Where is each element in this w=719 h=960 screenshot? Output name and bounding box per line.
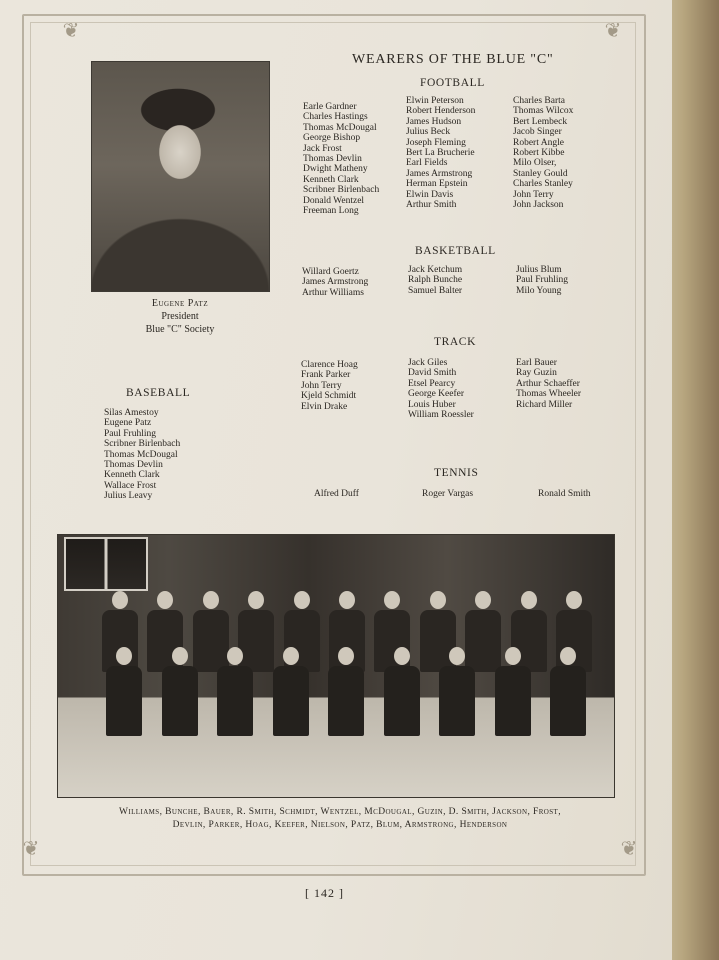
track-heading: TRACK [434, 336, 476, 348]
player-name: Silas Amestoy [104, 408, 159, 418]
player-name: Robert Henderson [406, 106, 476, 117]
player-name: Kenneth Clark [303, 174, 359, 185]
player-name: George Keefer [408, 389, 464, 400]
player-name: Earl Bauer [516, 358, 557, 368]
player-name: Scribner Birlenbach [303, 185, 380, 196]
player-name: John Terry [513, 189, 554, 200]
player-name: Charles Hastings [303, 112, 368, 123]
player-name: Jack Frost [303, 143, 342, 154]
player-name: Wallace Frost [104, 480, 157, 491]
player-name: Scribner Birlenbach [104, 439, 181, 450]
player-name: Elwin Davis [406, 189, 454, 200]
basketball-col-2 [408, 265, 462, 296]
portrait-name: Eugene Patz [151, 298, 209, 309]
football-col-1 [303, 102, 379, 216]
player-name: Thomas McDougal [303, 122, 377, 133]
player-name: Louis Huber [408, 399, 456, 410]
player-name: Kenneth Clark [104, 470, 160, 481]
corner-ornament-icon: ❦ [62, 20, 80, 42]
player-name: Thomas Devlin [303, 153, 362, 164]
baseball-heading: BASEBALL [126, 387, 191, 399]
player-name: Earl Fields [406, 158, 448, 169]
player-name: Clarence Hoag [301, 360, 358, 370]
player-name: Frank Parker [301, 370, 351, 381]
basketball-heading: BASKETBALL [415, 245, 496, 257]
player-name: William Roessler [408, 409, 474, 420]
football-col-3 [513, 96, 573, 210]
player-name: Dwight Matheny [303, 164, 368, 175]
portrait-role: President [161, 311, 199, 322]
player-name: Elwin Peterson [406, 96, 464, 106]
player-name: Charles Stanley [513, 179, 573, 190]
player-name: Thomas McDougal [104, 449, 178, 460]
track-col-1 [301, 360, 358, 412]
corner-ornament-icon: ❦ [604, 20, 622, 42]
player-name: Richard Miller [516, 399, 573, 410]
player-name: Thomas Devlin [104, 459, 163, 470]
player-name: Earle Gardner [303, 102, 357, 112]
player-name: Charles Barta [513, 96, 565, 106]
player-name: Robert Kibbe [513, 147, 565, 158]
player-name: Julius Beck [406, 127, 451, 138]
photo-caption-line-2: Devlin, Parker, Hoag, Keefer, Nielson, Patz, Blum, Armstrong, Henderson [172, 820, 508, 830]
player-name: Bert Lembeck [513, 116, 568, 127]
president-portrait [91, 61, 270, 292]
football-col-2 [406, 96, 475, 210]
player-name: Milo Olser, [513, 158, 557, 169]
photo-caption [40, 806, 640, 832]
player-name: Thomas Wheeler [516, 389, 581, 400]
player-name: Willard Goertz [302, 267, 359, 277]
player-name: Julius Blum [516, 265, 562, 275]
player-name: Joseph Fleming [406, 137, 466, 148]
player-name: Paul Fruhling [516, 275, 568, 286]
basketball-col-1 [302, 267, 368, 298]
corner-ornament-icon: ❦ [620, 838, 638, 860]
tennis-player-3: Ronald Smith [538, 489, 591, 499]
photo-front-row [106, 647, 586, 767]
player-name: Stanley Gould [513, 168, 568, 179]
player-name: Jacob Singer [513, 127, 562, 138]
player-name: John Terry [301, 380, 342, 391]
player-name: James Hudson [406, 116, 462, 127]
player-name: Eugene Patz [104, 418, 152, 429]
player-name: Bert La Brucherie [406, 147, 475, 158]
page-number: [ 142 ] [305, 886, 344, 900]
player-name: John Jackson [513, 199, 564, 210]
team-photo [57, 534, 615, 798]
track-col-3 [516, 358, 581, 410]
player-name: James Armstrong [302, 277, 369, 288]
player-name: Kjeld Schmidt [301, 391, 357, 402]
player-name: James Armstrong [406, 168, 473, 179]
basketball-col-3 [516, 265, 568, 296]
tennis-player-1: Alfred Duff [314, 489, 359, 499]
portrait-society: Blue "C" Society [145, 324, 215, 335]
player-name: Paul Fruhling [104, 428, 156, 439]
corner-ornament-icon: ❦ [22, 838, 40, 860]
player-name: Arthur Smith [406, 199, 457, 210]
player-name: Thomas Wilcox [513, 106, 574, 117]
portrait-caption [100, 297, 260, 336]
baseball-list [104, 408, 180, 502]
player-name: Ralph Bunche [408, 275, 463, 286]
tennis-player-2: Roger Vargas [422, 489, 474, 499]
player-name: Julius Leavy [104, 491, 153, 502]
player-name: George Bishop [303, 133, 361, 144]
player-name: Donald Wentzel [303, 195, 365, 206]
tennis-heading: TENNIS [434, 467, 479, 479]
football-heading: FOOTBALL [420, 77, 485, 89]
player-name: Ray Guzin [516, 368, 557, 379]
player-name: Elvin Drake [301, 401, 348, 412]
player-name: Arthur Schaeffer [516, 378, 580, 389]
player-name: Herman Epstein [406, 179, 468, 190]
player-name: Freeman Long [303, 205, 359, 216]
player-name: Milo Young [516, 285, 562, 296]
player-name: Jack Ketchum [408, 265, 463, 275]
photo-window [64, 537, 148, 591]
player-name: Arthur Williams [302, 287, 364, 298]
player-name: Robert Angle [513, 137, 564, 148]
player-name: David Smith [408, 368, 457, 379]
player-name: Jack Giles [408, 358, 448, 368]
photo-caption-line-1: Williams, Bunche, Bauer, R. Smith, Schmidt, Wentzel, McDougal, Guzin, D. Smith, Jackson, Frost, [119, 807, 561, 817]
player-name: Samuel Balter [408, 285, 463, 296]
player-name: Etsel Pearcy [408, 378, 456, 389]
page-title: WEARERS OF THE BLUE "C" [352, 52, 554, 67]
track-col-2 [408, 358, 474, 420]
